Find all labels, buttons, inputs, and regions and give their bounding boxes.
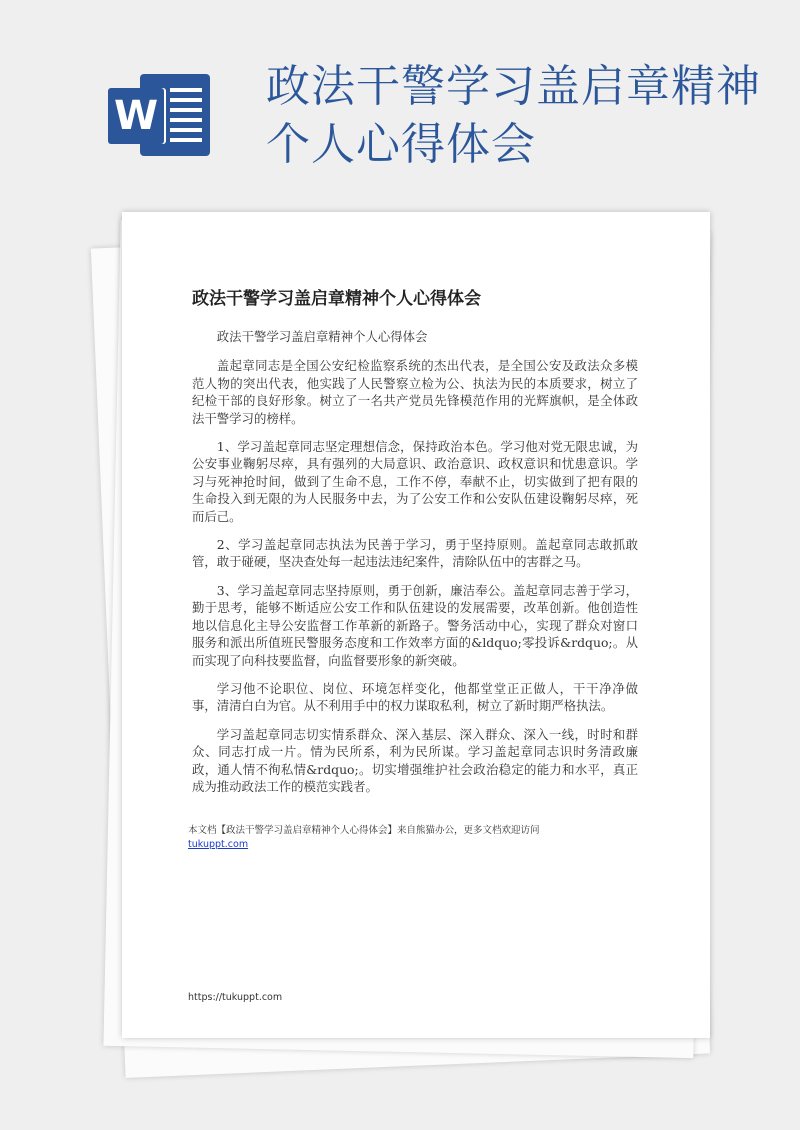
source-note-text: 本文档【政法干警学习盖启章精神个人心得体会】来自熊猫办公，更多文档欢迎访问 bbox=[188, 825, 540, 836]
paragraph: 2、学习盖起章同志执法为民善于学习，勇于坚持原则。盖起章同志敢抓敢管，敢于碰硬，坚决查处每一起违法违纪案件，清除队伍中的害群之马。 bbox=[192, 537, 638, 570]
document-page bbox=[122, 212, 710, 1038]
paragraph: 盖起章同志是全国公安纪检监察系统的杰出代表，是全国公安及政法众多模范人物的突出代表，他实践了人民警察立检为公、执法为民的本质要求，树立了纪检干部的良好形象。树立了一名共产党员先锋模范作用的光辉旗帜，是全体政法干警学习的榜样。 bbox=[192, 358, 638, 426]
source-link[interactable]: tukuppt.com bbox=[188, 839, 249, 850]
document-body bbox=[192, 328, 638, 806]
source-note bbox=[188, 824, 638, 852]
document-title: 政法干警学习盖启章精神个人心得体会 bbox=[192, 289, 481, 309]
footer-url[interactable]: https://tukuppt.com bbox=[188, 992, 283, 1003]
word-icon bbox=[108, 70, 212, 160]
header-title: 政法干警学习盖启章精神个人心得体会 bbox=[266, 61, 761, 170]
word-icon-letter: W bbox=[108, 88, 164, 144]
paragraph: 1、学习盖起章同志坚定理想信念，保持政治本色。学习他对党无限忠诚，为公安事业鞠躬尽瘁，具有强列的大局意识、政治意识、政权意识和忧患意识。学习与死神抢时间，做到了生命不息，工作不停，奉献不止，切实做到了把有限的生命投入到无限的为人民服务中去，为了公安工作和公安队伍建设鞠躬尽瘁，死而后己。 bbox=[192, 439, 638, 524]
paragraph: 学习盖起章同志切实情系群众、深入基层、深入群众、深入一线，时时和群众、同志打成一片。情为民所系，利为民所谋。学习盖起章同志识时务清政廉政，通人情不徇私情&rdquo;。切实增强维护社会政治稳定的能力和水平，真正成为推动政法工作的模范实践者。 bbox=[192, 726, 638, 794]
document-subtitle: 政法干警学习盖启章精神个人心得体会 bbox=[216, 329, 428, 344]
paragraph: 3、学习盖起章同志坚持原则，勇于创新，廉洁奉公。盖起章同志善于学习，勤于思考，能够不断适应公安工作和队伍建设的发展需要，改革创新。他创造性地以信息化主导公安监督工作革新的新路子。警务活动中心，实现了群众对窗口服务和派出所值班民警服务态度和工作效率方面的&ldquo;零投诉&rdquo;。从而实现了向科技要监督，向监督要形象的新突破。 bbox=[192, 582, 638, 668]
paragraph: 学习他不论职位、岗位、环境怎样变化，他都堂堂正正做人，干干净净做事，清清白白为官。从不利用手中的权力谋取私利，树立了新时期严格执法。 bbox=[192, 680, 638, 714]
